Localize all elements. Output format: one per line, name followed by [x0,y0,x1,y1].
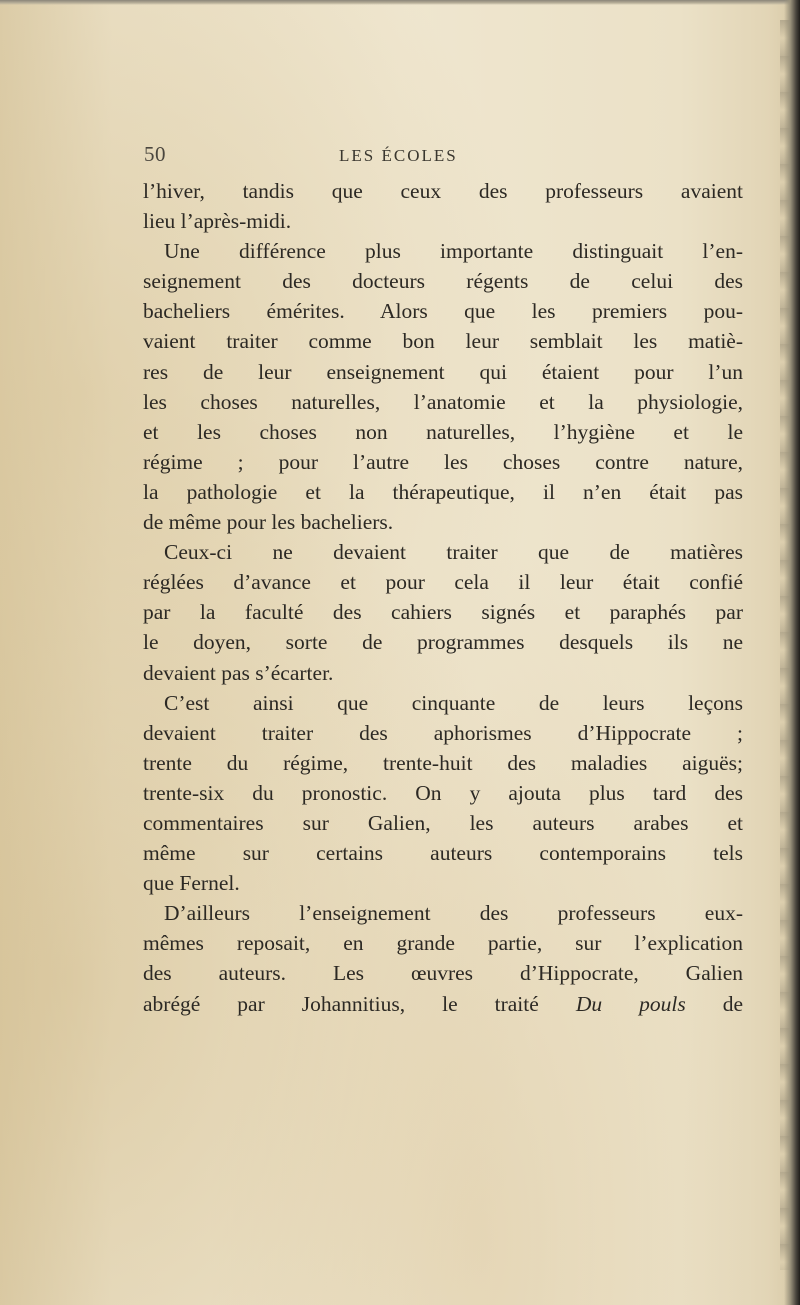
text-line: devaient traiter des aphorismes d’Hippocrate ; [143,720,743,745]
text-segment: de [685,991,744,1016]
text-line: l’hiver, tandis que ceux des professeurs avaient [143,179,743,203]
text-line: même sur certains auteurs contemporains tels [143,841,743,866]
body-text [143,176,743,1019]
text-line-with-italic [143,989,743,1019]
italic-title: Du pouls [575,991,686,1016]
text-line: réglées d’avance et pour cela il leur était confié [143,570,743,595]
text-line: devaient pas s’écarter. [143,660,334,685]
page-right-edge-shadow [784,0,800,1305]
text-line: bacheliers émérites. Alors que les premiers pou- [143,299,743,324]
paragraph-start-line: C’est ainsi que cinquante de leurs leçons [164,690,743,715]
text-segment: abrégé par Johannitius, le traité [143,991,576,1016]
text-line: les choses naturelles, l’anatomie et la physiologie, [143,389,743,414]
text-line: et les choses non naturelles, l’hygiène et le [143,419,743,444]
text-line: trente du régime, trente-huit des maladies aiguës; [143,750,743,775]
page-top-edge [0,0,800,5]
text-line: commentaires sur Galien, les auteurs arabes et [143,810,743,835]
text-line: mêmes reposait, en grande partie, sur l’explication [143,931,743,956]
text-line: res de leur enseignement qui étaient pour l’un [143,359,743,384]
paragraph-start-line: D’ailleurs l’enseignement des professeurs eux- [164,901,743,926]
paragraph-start-line: Une différence plus importante distinguait l’en- [164,239,743,264]
text-line: que Fernel. [143,871,240,896]
page-header [0,128,800,168]
text-line: par la faculté des cahiers signés et paraphés par [143,600,743,625]
text-line: seignement des docteurs régents de celui des [143,269,743,294]
text-line: trente-six du pronostic. On y ajouta plus tard des [143,780,743,805]
running-title: LES ÉCOLES [339,146,458,165]
text-line: régime ; pour l’autre les choses contre nature, [143,449,743,474]
text-line: la pathologie et la thérapeutique, il n’en était pas [143,479,743,504]
text-line: de même pour les bacheliers. [143,510,394,535]
paragraph-start-line: Ceux-ci ne devaient traiter que de matières [164,540,743,565]
text-line: lieu l’après-midi. [143,209,292,234]
page-number: 50 [144,142,166,166]
text-line: des auteurs. Les œuvres d’Hippocrate, Galien [143,961,743,986]
text-line: vaient traiter comme bon leur semblait les matiè- [143,329,743,354]
text-line: le doyen, sorte de programmes desquels ils ne [143,630,743,655]
